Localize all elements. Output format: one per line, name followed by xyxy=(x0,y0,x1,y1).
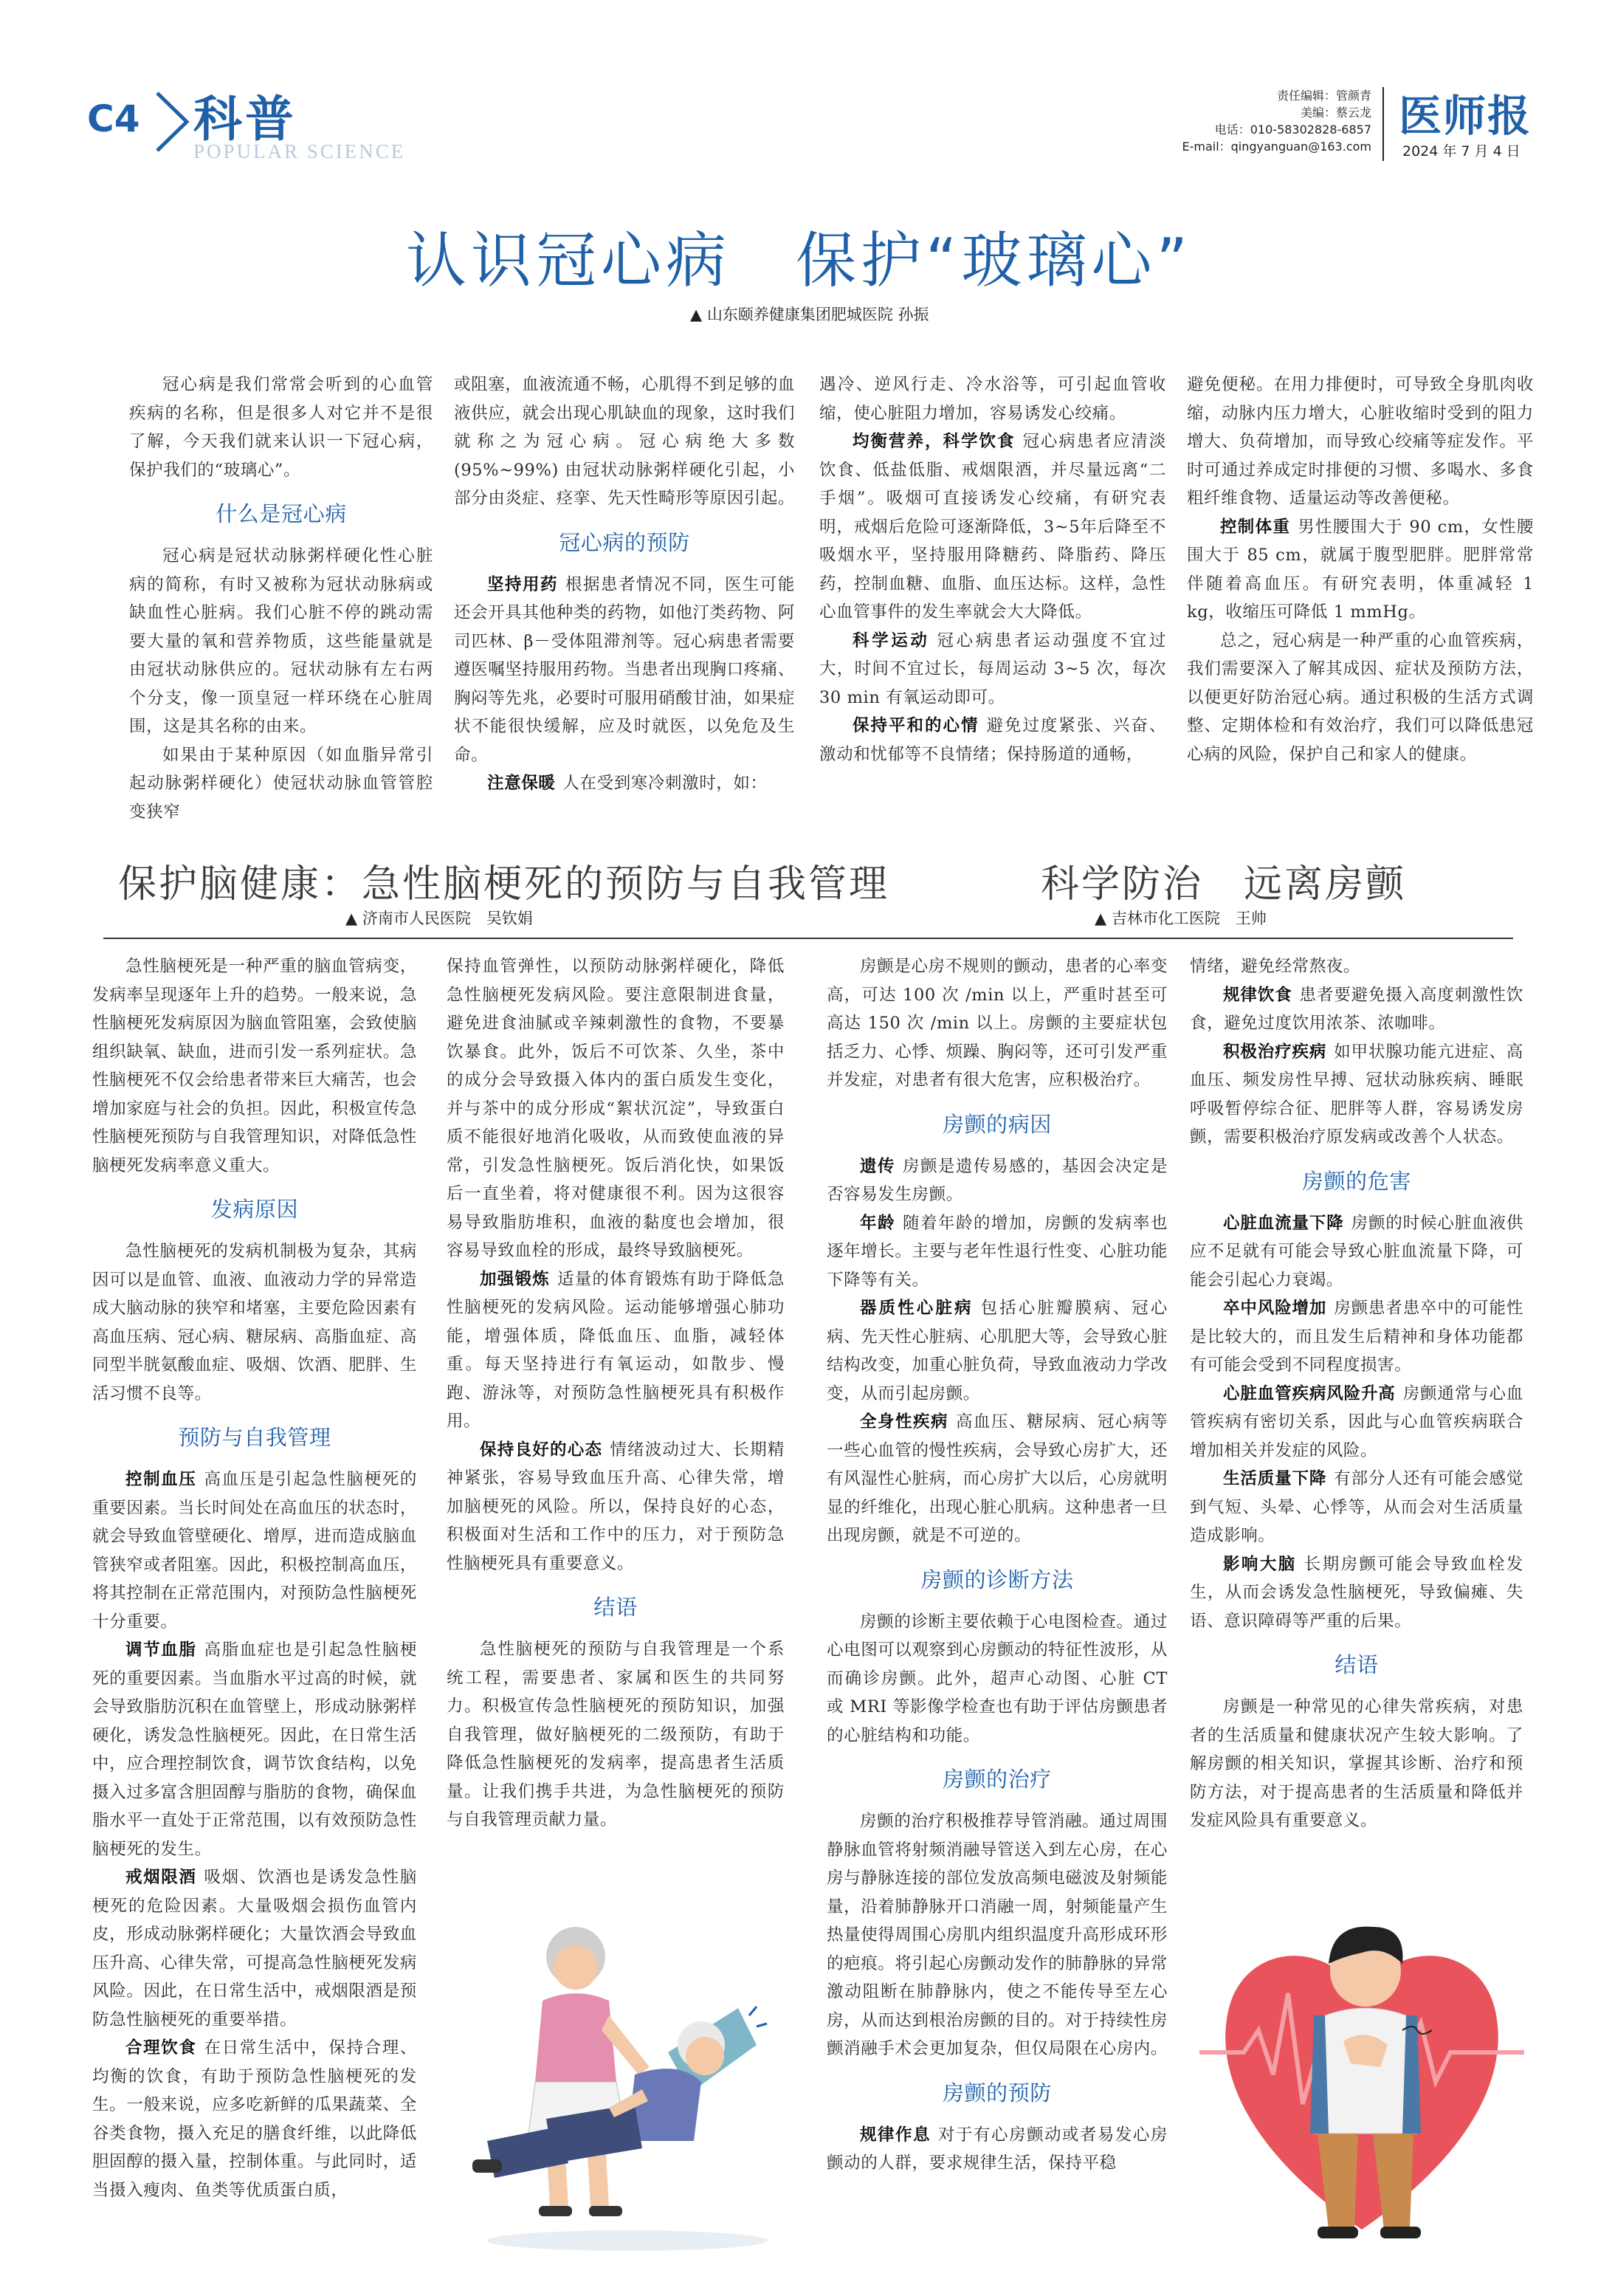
article3-byline: ▲ 吉林市化工医院 王帅 xyxy=(1095,910,1267,927)
paragraph: 房颤是一种常见的心律失常疾病，对患者的生活质量和健康状况产生较大影响。了解房颤的相关知识，掌握其诊断、治疗和预防方法，对于提高患者的生活质量和降低并发症风险具有重要意义。 xyxy=(1190,1697,1523,1830)
bold-lead: 生活质量下降 xyxy=(1223,1469,1327,1488)
text: 房颤的时候心脏血液供应不足就有可能会导致心脏血流量下降，可能会引起心力衰竭。 xyxy=(1190,1213,1523,1290)
text: 高血压是引起急性脑梗死的重要因素。当长时间处在高血压的状态时，就会导致血管壁硬化、增厚，进而造成脑血管狭窄或者阻塞。因此，积极控制高血压，将其控制在正常范围内，对预防急性脑梗死十分重要。 xyxy=(92,1470,418,1632)
text: 对于有心房颤动或者易发心房颤动的人群，要求规律生活，保持平稳 xyxy=(827,2125,1168,2173)
bold-lead: 戒烟限酒 xyxy=(125,1868,197,1887)
bold-lead: 遗传 xyxy=(860,1156,895,1176)
bold-lead: 注意保暖 xyxy=(487,774,556,793)
article1-column-1 xyxy=(129,371,433,826)
subheading: 房颤的危害 xyxy=(1301,1168,1411,1194)
paragraph xyxy=(827,1152,1168,1209)
paragraph xyxy=(454,571,795,770)
article2-column-1 xyxy=(92,952,417,2204)
text: 适量的体育锻炼有助于降低急性脑梗死的发病风险。运动能够增强心肺功能，增强体质，降低血压、血脂，减轻体重。每天坚持进行有氧运动，如散步、慢跑、游泳等，对预防急性脑梗死具有积极作用。 xyxy=(447,1269,785,1431)
paragraph: 急性脑梗死是一种严重的脑血管病变，发病率呈现逐年上升的趋势。一般来说，急性脑梗死发病原因为脑血管阻塞，会致使脑组织缺氧、缺血，进而引发一系列症状。急性脑梗死不仅会给患者带来巨大痛苦，也会增加家庭与社会的负担。因此，积极宣传急性脑梗死预防与自我管理知识，对降低急性脑梗死发病率意义重大。 xyxy=(92,957,417,1175)
bold-lead: 心脏血管疾病风险升高 xyxy=(1223,1384,1396,1403)
article3-title: 科学防治 远离房颤 xyxy=(1041,862,1407,907)
email: E-mail：qingyanguan@163.com xyxy=(1182,140,1371,154)
article2-rule xyxy=(103,938,812,939)
article2-byline: ▲ 济南市人民医院 吴钦娟 xyxy=(345,910,533,927)
subheading: 结语 xyxy=(593,1595,638,1620)
newspaper-logo: 医师报 xyxy=(1399,91,1532,141)
bold-lead: 全身性疾病 xyxy=(860,1412,948,1431)
paragraph xyxy=(819,712,1166,769)
paragraph: 急性脑梗死的预防与自我管理是一个系统工程，需要患者、家属和医生的共同努力。积极宣传急性脑梗死的预防知识，加强自我管理，做好脑梗死的二级预防，有助于降低急性脑梗死的发病率，提高患者生活质量。让我们携手共进，为急性脑梗死的预防与自我管理贡献力量。 xyxy=(447,1640,785,1829)
text: 高血压、糖尿病、冠心病等一些心血管的慢性疾病，会导致心房扩大，还有风湿性心脏病，而心房扩大以后，心房就明显的纤维化，出现心脏心肌病。这种患者一旦出现房颤，就是不可逆的。 xyxy=(827,1412,1168,1545)
subheading: 预防与自我管理 xyxy=(178,1425,331,1450)
bold-lead: 保持良好的心态 xyxy=(480,1440,603,1460)
subheading: 发病原因 xyxy=(210,1197,299,1222)
chevron-icon xyxy=(151,89,196,155)
article3-column-2 xyxy=(1190,952,1523,1835)
bold-lead: 卒中风险增加 xyxy=(1223,1299,1327,1318)
text: 有部分人还有可能会感觉到气短、头晕、心悸等，从而会对生活质量造成影响。 xyxy=(1190,1469,1523,1545)
paragraph xyxy=(827,2121,1168,2178)
paragraph: 房颤是心房不规则的颤动，患者的心率变高，可达 100 次 /min 以上，严重时甚至可高达 150 次 /min 以上。房颤的主要症状包括乏力、心悸、烦躁、胸闷等，还可引发严重并发症，对患者有很大危害，应积极治疗。 xyxy=(827,957,1168,1090)
paragraph: 急性脑梗死的发病机制极为复杂，其病因可以是血管、血液、血液动力学的异常造成大脑动脉的狭窄和堵塞，主要危险因素有高血压病、冠心病、糖尿病、高脂血症、高同型半胱氨酸血症、吸烟、饮酒、肥胖、生活习惯不良等。 xyxy=(92,1242,417,1403)
text: 随着年龄的增加，房颤的发病率也逐年增长。主要与老年性退行性变、心脏功能下降等有关。 xyxy=(827,1213,1168,1290)
paragraph: 或阻塞，血液流通不畅，心肌得不到足够的血液供应，就会出现心肌缺血的现象，这时我们就称之为冠心病。冠心病绝大多数(95%~99%) 由冠状动脉粥样硬化引起，小部分由炎症、痉挛、先天性畸形等原因引起。 xyxy=(454,375,796,508)
paragraph xyxy=(92,1465,417,1636)
text: 患者要避免摄入高度刺激性饮食，避免过度饮用浓茶、浓咖啡。 xyxy=(1190,985,1523,1033)
bold-lead: 积极治疗疾病 xyxy=(1223,1042,1327,1062)
paragraph xyxy=(1190,981,1523,1038)
article2-column-2 xyxy=(447,952,785,1835)
subheading: 房颤的诊断方法 xyxy=(920,1567,1074,1592)
paragraph xyxy=(1190,1038,1523,1152)
bold-lead: 合理饮食 xyxy=(125,2038,197,2058)
paragraph xyxy=(827,1408,1168,1550)
article2-title: 保护脑健康：急性脑梗死的预防与自我管理 xyxy=(118,862,890,907)
article3-rule xyxy=(812,938,1513,939)
text: 房颤患者患卒中的可能性是比较大的，而且发生后精神和身体功能都有可能会受到不同程度损害。 xyxy=(1190,1299,1523,1375)
text: 人在受到寒冷刺激时，如： xyxy=(562,774,768,793)
chest-pain-heart-illustration xyxy=(1199,1883,1524,2266)
editor-info xyxy=(1182,87,1371,155)
paragraph: 冠心病是冠状动脉粥样硬化性心脏病的简称，有时又被称为冠状动脉病或缺血性心脏病。我们心脏不停的跳动需要大量的氧和营养物质，这些能量就是由冠状动脉供应的。冠状动脉有左右两个分支，像一顶皇冠一样环绕在心脏周围，这是其名称的由来。 xyxy=(129,546,433,736)
paragraph xyxy=(827,1294,1168,1408)
bold-lead: 影响大脑 xyxy=(1223,1554,1297,1574)
article1-title: 认识冠心病 保护“玻璃心” xyxy=(406,226,1192,296)
text: 冠心病患者运动强度不宜过大，时间不宜过长，每周运动 3~5 次，每次 30 min 有氧运动即可。 xyxy=(819,630,1167,707)
bold-lead: 控制血压 xyxy=(125,1470,197,1489)
text: 根据患者情况不同，医生可能还会开具其他种类的药物，如他汀类药物、阿司匹林、β－受体阻滞剂等。冠心病患者需要遵医嘱坚持服用药物。当患者出现胸口疼痛、胸闷等先兆，必要时可服用硝酸甘油，如果症状不能很快缓解，应及时就医，以免危及生命。 xyxy=(454,574,796,765)
bold-lead: 控制体重 xyxy=(1220,517,1291,537)
page-number: C4 xyxy=(87,97,140,140)
paragraph xyxy=(1190,1465,1523,1550)
paragraph xyxy=(454,769,795,798)
section-title: 科普 xyxy=(193,91,297,148)
designer-name: 美编：蔡云龙 xyxy=(1300,106,1371,120)
article1-byline: ▲ 山东颐养健康集团肥城医院 孙振 xyxy=(690,306,929,323)
paragraph xyxy=(827,1209,1168,1295)
paragraph xyxy=(447,1436,785,1578)
paragraph xyxy=(819,627,1166,712)
bold-lead: 规律作息 xyxy=(860,2125,931,2145)
bold-lead: 年龄 xyxy=(860,1213,895,1233)
bold-lead: 坚持用药 xyxy=(487,574,558,594)
bold-lead: 调节血脂 xyxy=(125,1640,197,1660)
text: 在日常生活中，保持合理、均衡的饮食，有助于预防急性脑梗死的发生。一般来说，应多吃新鲜的瓜果蔬菜、全谷类食物，摄入充足的膳食纤维，以此降低胆固醇的摄入量，控制体重。与此同时，适当摄入瘦肉、鱼类等优质蛋白质， xyxy=(92,2038,418,2200)
text: 冠心病患者应清淡饮食、低盐低脂、戒烟限酒，并尽量远离“二手烟”。吸烟可直接诱发心绞痛，有研究表明，戒烟后危险可逐渐降低，3~5年后降至不吸烟水平，坚持服用降糖药、降脂药、降压药，控制血糖、血脂、血压达标。这样，急性心血管事件的发生率就会大大降低。 xyxy=(819,432,1166,622)
paragraph: 总之，冠心病是一种严重的心血管疾病，我们需要深入了解其成因、症状及预防方法，以便更好防治冠心病。通过积极的生活方式调整、定期体检和有效治疗，我们可以降低患冠心病的风险，保护自己和家人的健康。 xyxy=(1187,630,1534,764)
subheading: 房颤的病因 xyxy=(942,1111,1052,1137)
text: 避免过度紧张、兴奋、激动和忧郁等不良情绪；保持肠道的通畅， xyxy=(819,716,1166,764)
bold-lead: 均衡营养，科学饮食 xyxy=(853,432,1016,451)
paragraph xyxy=(819,427,1166,627)
text: 高脂血症也是引起急性脑梗死的重要因素。当血脂水平过高的时候，就会导致脂肪沉积在血管壁上，形成动脉粥样硬化，诱发急性脑梗死。因此，在日常生活中，应合理控制饮食，调节饮食结构，以免摄入过多富含胆固醇与脂肪的食物，确保血脂水平一直处于正常范围，以有效预防急性脑梗死的发生。 xyxy=(92,1640,418,1859)
article1-column-3 xyxy=(819,371,1166,769)
paragraph xyxy=(1190,1380,1523,1465)
article1-column-4 xyxy=(1187,371,1534,769)
text: 房颤通常与心血管疾病有密切关系，因此与心血管疾病联合增加相关并发症的风险。 xyxy=(1190,1384,1523,1460)
text: 情绪波动过大、长期精神紧张，容易导致血压升高、心律失常，增加脑梗死的风险。所以，保持良好的心态，积极面对生活和工作中的压力，对于预防急性脑梗死具有重要意义。 xyxy=(447,1440,785,1573)
subheading: 结语 xyxy=(1334,1652,1379,1677)
bold-lead: 保持平和的心情 xyxy=(853,716,979,735)
paragraph xyxy=(1190,1209,1523,1295)
paragraph xyxy=(447,1265,785,1436)
paragraph xyxy=(1190,1550,1523,1636)
paragraph: 房颤的诊断主要依赖于心电图检查。通过心电图可以观察到心房颤动的特征性波形，从而确诊房颤。此外，超声心动图、心脏 CT 或 MRI 等影像学检查也有助于评估房颤患者的心脏结构和功能。 xyxy=(827,1612,1168,1745)
paragraph: 冠心病是我们常常会听到的心血管疾病的名称，但是很多人对它并不是很了解，今天我们就来认识一下冠心病，保护我们的“玻璃心”。 xyxy=(129,375,433,480)
paragraph xyxy=(92,1636,417,1863)
paragraph xyxy=(1190,1294,1523,1380)
paragraph: 保持血管弹性，以预防动脉粥样硬化，降低急性脑梗死发病风险。要注意限制进食量，避免进食油腻或辛辣刺激性的食物，不要暴饮暴食。此外，饭后不可饮茶、久坐，茶中的成分会导致摄入体内的蛋白质发生变化，并与茶中的成分形成“絮状沉淀”，导致蛋白质不能很好地消化吸收，从而致使血液的异常，引发急性脑梗死。饭后消化快，如果饭后一直坐着，将对健康很不利。因为这很容易导致脂肪堆积，血液的黏度也会增加，很容易导致血栓的形成，最终导致脑梗死。 xyxy=(447,957,785,1260)
paragraph xyxy=(92,2034,417,2204)
text: 男性腰围大于 90 cm，女性腰围大于 85 cm，就属于腹型肥胖。肥胖常常伴随着高血压。有研究表明，体重减轻 1 kg，收缩压可降低 1 mmHg。 xyxy=(1187,517,1534,622)
bold-lead: 科学运动 xyxy=(853,630,930,650)
elderly-care-illustration xyxy=(458,1897,782,2259)
article1-column-2 xyxy=(454,371,795,798)
subheading: 冠心病的预防 xyxy=(559,529,690,555)
phone: 电话：010-58302828-6857 xyxy=(1214,123,1371,137)
paragraph xyxy=(1187,513,1534,627)
subheading: 房颤的治疗 xyxy=(942,1767,1052,1792)
text: 房颤是遗传易感的，基因会决定是否容易发生房颤。 xyxy=(827,1156,1168,1204)
paragraph: 避免便秘。在用力排便时，可导致全身肌肉收缩，动脉内压力增大，心脏收缩时受到的阻力增大、负荷增加，而导致心绞痛等症发作。平时可通过养成定时排便的习惯、多喝水、多食粗纤维食物、适量运动等改善便秘。 xyxy=(1187,375,1534,508)
bold-lead: 器质性心脏病 xyxy=(860,1299,974,1318)
paragraph: 遇冷、逆风行走、冷水浴等，可引起血管收缩，使心脏阻力增加，容易诱发心绞痛。 xyxy=(819,375,1166,423)
article3-column-1 xyxy=(827,952,1168,2178)
paragraph: 情绪，避免经常熬夜。 xyxy=(1190,957,1361,976)
section-title-en: POPULAR SCIENCE xyxy=(193,140,406,162)
paragraph: 房颤的治疗积极推荐导管消融。通过周围静脉血管将射频消融导管送入到左心房，在心房与静脉连接的部位发放高频电磁波及射频能量，沿着肺静脉开口消融一周，射频能量产生热量使得周围心房肌内组织温度升高形成环形的疤痕。将引起心房颤动发作的肺静脉的异常激动阻断在肺静脉内，使之不能传导至左心房，从而达到根治房颤的目的。对于持续性房颤消融手术会更加复杂，但仅局限在心房内。 xyxy=(827,1812,1168,2058)
subheading: 房颤的预防 xyxy=(942,2080,1052,2106)
subheading: 什么是冠心病 xyxy=(216,501,347,526)
editor-name: 责任编辑：管颜青 xyxy=(1276,89,1371,103)
bold-lead: 心脏血流量下降 xyxy=(1223,1213,1344,1233)
paragraph: 如果由于某种原因（如血脂异常引起动脉粥样硬化）使冠状动脉血管管腔变狭窄 xyxy=(129,745,433,822)
text: 包括心脏瓣膜病、冠心病、先天性心脏病、心肌肥大等，会导致心脏结构改变，加重心脏负荷，导致血液动力学改变，从而引起房颤。 xyxy=(827,1299,1168,1403)
text: 长期房颤可能会导致血栓发生，从而会诱发急性脑梗死，导致偏瘫、失语、意识障碍等严重的后果。 xyxy=(1190,1554,1524,1631)
text: 吸烟、饮酒也是诱发急性脑梗死的危险因素。大量吸烟会损伤血管内皮，形成动脉粥样硬化；大量饮酒会导致血压升高、心律失常，可提高急性脑梗死发病风险。因此，在日常生活中，戒烟限酒是预防急性脑梗死的重要举措。 xyxy=(92,1868,418,2029)
text: 如甲状腺功能亢进症、高血压、频发房性早搏、冠状动脉疾病、睡眠呼吸暂停综合征、肥胖等人群，容易诱发房颤，需要积极治疗原发病或改善个人状态。 xyxy=(1190,1042,1523,1147)
paragraph xyxy=(92,1863,417,2034)
bold-lead: 加强锻炼 xyxy=(480,1269,550,1289)
header-divider xyxy=(1382,87,1384,161)
issue-date: 2024 年 7 月 4 日 xyxy=(1402,143,1520,159)
bold-lead: 规律饮食 xyxy=(1223,985,1292,1005)
